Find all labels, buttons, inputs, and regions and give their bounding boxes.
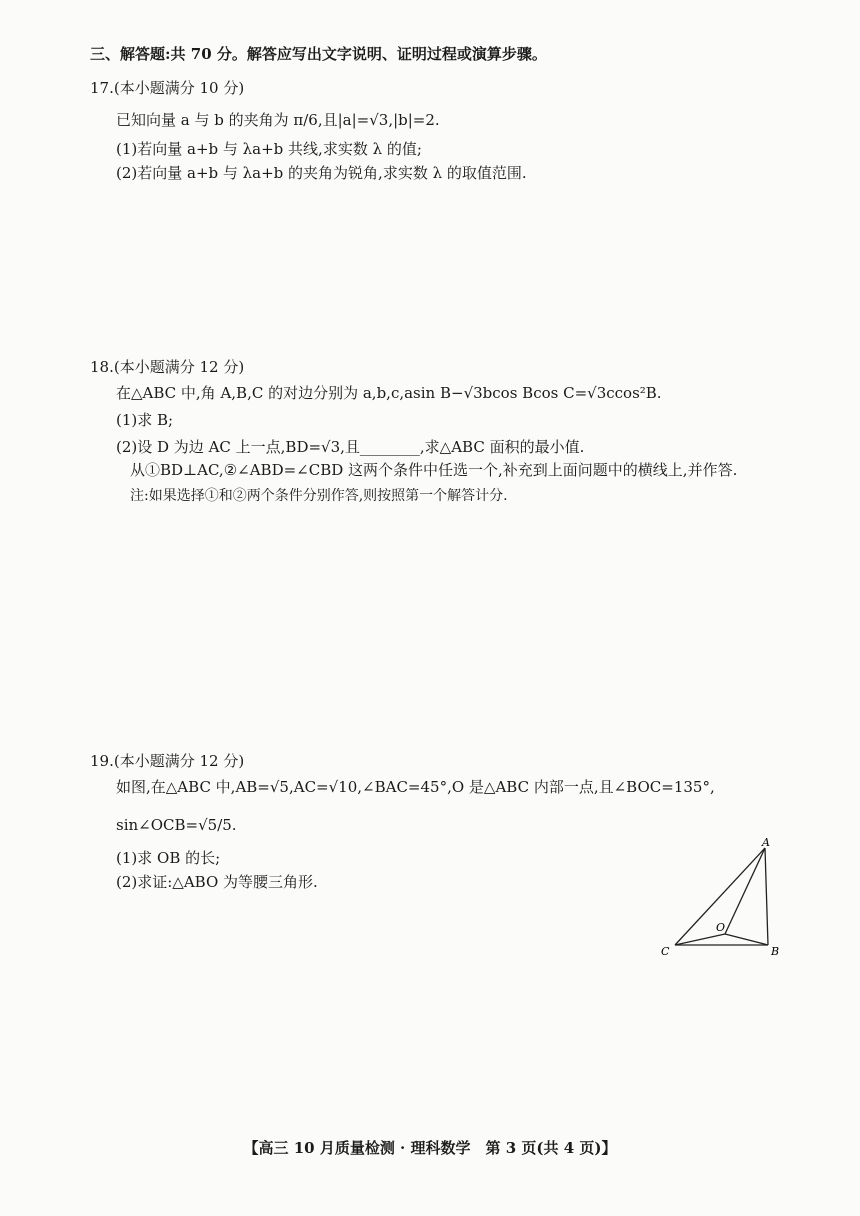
q17-part2: (2)若向量 a+b 与 λa+b 的夹角为锐角,求实数 λ 的取值范围.	[116, 164, 527, 182]
page-footer: 【高三 10 月质量检测 · 理科数学 第 3 页(共 4 页)】	[243, 1139, 617, 1157]
q17-part1: (1)若向量 a+b 与 λa+b 共线,求实数 λ 的值;	[116, 140, 422, 158]
edge-ba	[765, 848, 768, 945]
q19-stem2: sin∠OCB=√5/5.	[116, 816, 237, 834]
label-b: B	[771, 945, 780, 958]
segment-bo	[725, 934, 768, 945]
q18-part2: (2)设 D 为边 AC 上一点,BD=√3,且________,求△ABC 面积的最小值.	[116, 438, 585, 456]
q17-header: 17.(本小题满分 10 分)	[90, 79, 245, 97]
q19-stem1: 如图,在△ABC 中,AB=√5,AC=√10,∠BAC=45°,O 是△ABC 内部一点,且∠BOC=135°,	[116, 778, 715, 796]
label-a: A	[762, 836, 770, 849]
q18-stem: 在△ABC 中,角 A,B,C 的对边分别为 a,b,c,asin B−√3bcos Bcos C=√3ccos²B.	[116, 384, 662, 402]
segment-co	[675, 934, 725, 945]
q17-stem: 已知向量 a 与 b 的夹角为 π/6,且|a|=√3,|b|=2.	[116, 111, 440, 129]
q19-part1: (1)求 OB 的长;	[116, 849, 221, 867]
q18-part1: (1)求 B;	[116, 411, 174, 429]
q18-choose: 从①BD⊥AC,②∠ABD=∠CBD 这两个条件中任选一个,补充到上面问题中的横线上,并作答.	[130, 461, 738, 479]
q18-header: 18.(本小题满分 12 分)	[90, 358, 245, 376]
q19-part2: (2)求证:△ABO 为等腰三角形.	[116, 873, 318, 891]
q19-header: 19.(本小题满分 12 分)	[90, 752, 245, 770]
section-title: 三、解答题:共 70 分。解答应写出文字说明、证明过程或演算步骤。	[90, 45, 547, 63]
segment-ao	[725, 848, 765, 934]
label-c: C	[661, 945, 670, 958]
q18-note: 注:如果选择①和②两个条件分别作答,则按照第一个解答计分.	[130, 488, 508, 504]
triangle-figure	[655, 835, 790, 960]
label-o: O	[716, 921, 726, 934]
